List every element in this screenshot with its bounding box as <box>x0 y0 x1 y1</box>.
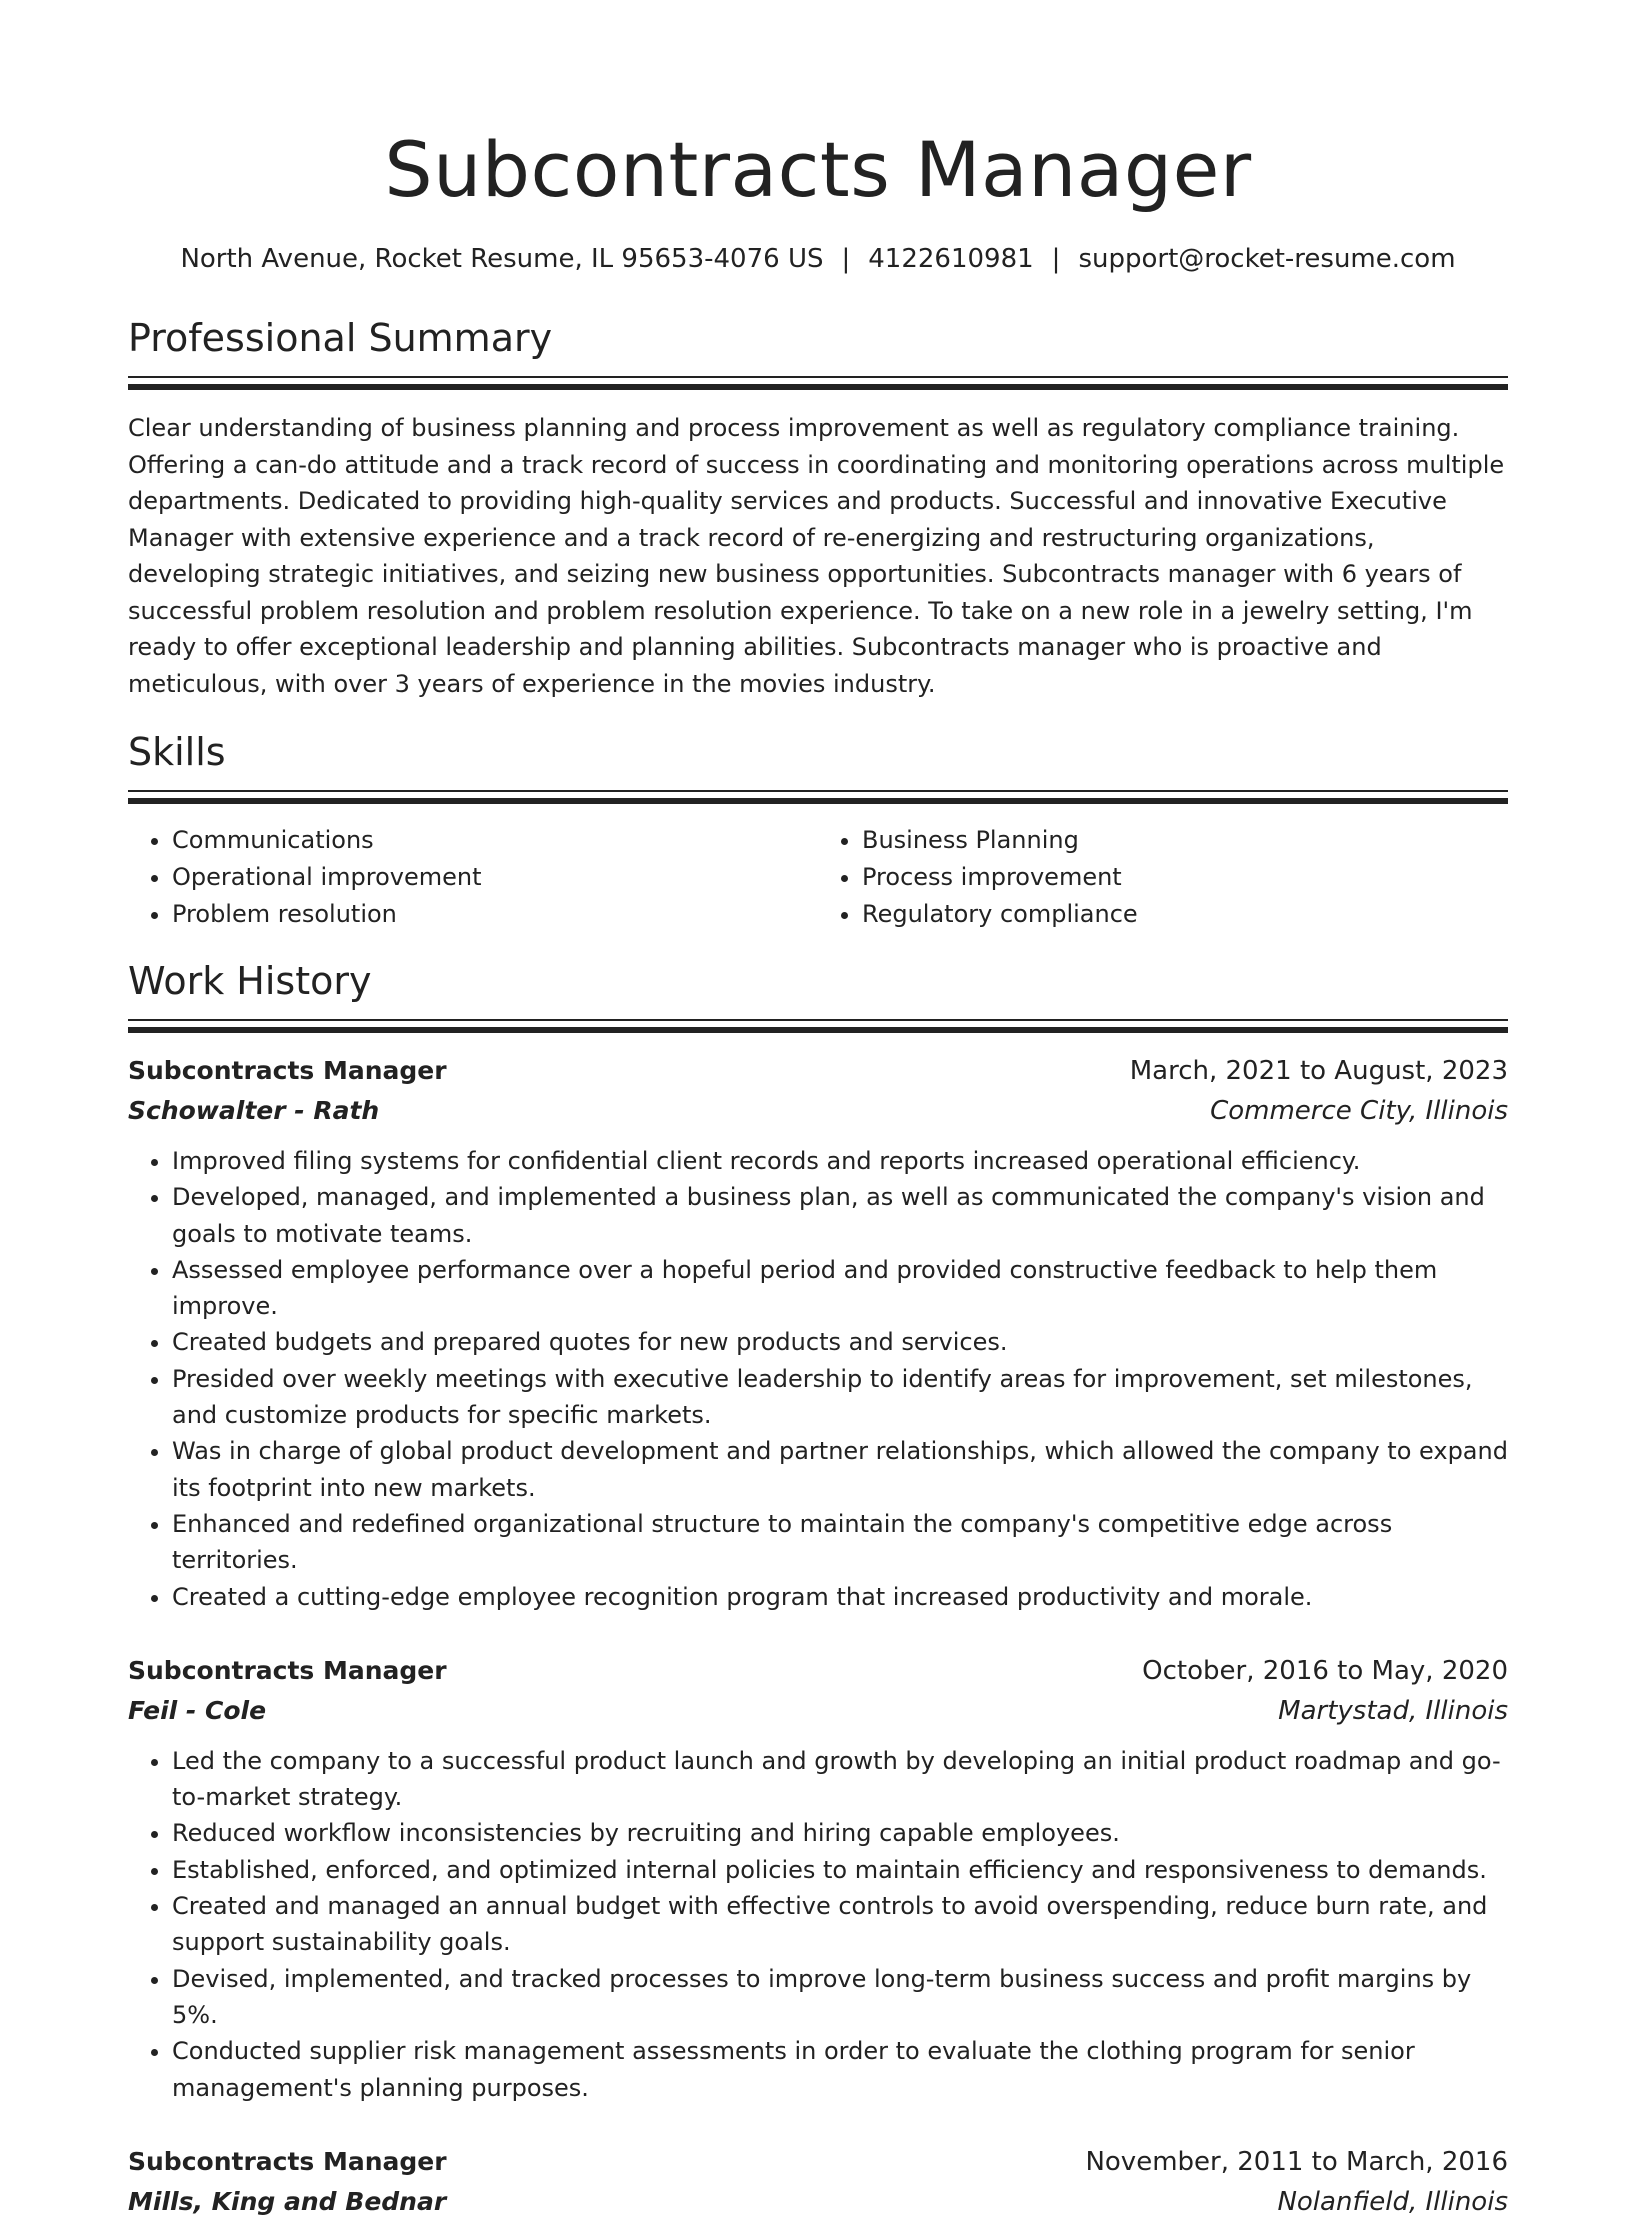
job-location: Martystad, Illinois <box>1278 1695 1508 1726</box>
section-title-work: Work History <box>128 959 372 1003</box>
section-rule <box>128 1019 1508 1021</box>
job-bullet: • Presided over weekly meetings with executive leadership to identify areas for improvement, set milestones, and customize products for specific markets. <box>172 1361 1508 1434</box>
job-subheader <box>128 1091 1508 1131</box>
job-bullet: • Enhanced and redefined organizational structure to maintain the company's competitive edge across territories. <box>172 1506 1508 1579</box>
contact-line <box>128 242 1508 276</box>
skills-list <box>128 822 1508 933</box>
contact-separator: | <box>841 244 851 274</box>
contact-address: North Avenue, Rocket Resume, IL 95653-4076 US <box>180 244 824 274</box>
job-bullet: • Conducted supplier risk management assessments in order to evaluate the clothing program for senior management's planning purposes. <box>172 2033 1508 2106</box>
job-bullet: • Developed, managed, and implemented a business plan, as well as communicated the company's vision and goals to motivate teams. <box>172 1179 1508 1252</box>
job-bullet: • Established, enforced, and optimized internal policies to maintain efficiency and responsiveness to demands. <box>172 1852 1508 1888</box>
job-entry <box>128 1051 1508 1615</box>
skill-item: • Communications <box>172 822 818 859</box>
job-header <box>128 1651 1508 1691</box>
section-title-summary: Professional Summary <box>128 316 553 360</box>
job-entry <box>128 2142 1508 2222</box>
section-rule-thick <box>128 1027 1508 1033</box>
resume-page <box>128 0 1508 2222</box>
job-title: Subcontracts Manager <box>128 1056 447 1085</box>
job-company: Feil - Cole <box>128 1695 267 1725</box>
job-bullet: • Was in charge of global product development and partner relationships, which allowed the company to expand its footprint into new markets. <box>172 1433 1508 1506</box>
skills-column-right <box>818 822 1508 933</box>
job-title: Subcontracts Manager <box>128 2146 447 2176</box>
job-bullets <box>128 1743 1508 2106</box>
summary-text: Clear understanding of business planning and process improvement as well as regulatory compliance training. Offering a can-do attitude and a track record of success in coordinating and monitoring operations across multiple departments. Dedicated to providing high-quality services and products. Successful and innovative Executive Manager with extensive experience and a track record of re-energizing and restructuring organizations, developing strategic initiatives, and seizing new business opportunities. Subcontracts manager with 6 years of successful problem resolution and problem resolution experience. To take on a new role in a jewelry setting, I'm ready to offer exceptional leadership and planning abilities. Subcontracts manager who is proactive and meticulous, with over 3 years of experience in the movies industry. <box>128 414 1505 698</box>
skill-item: • Process improvement <box>862 859 1508 896</box>
skill-item: • Regulatory compliance <box>862 896 1508 933</box>
job-location: Nolanfield, Illinois <box>1277 2186 1508 2217</box>
job-subheader <box>128 2182 1508 2222</box>
work-section <box>128 957 1508 2222</box>
contact-separator: | <box>1051 244 1061 274</box>
job-header <box>128 2142 1508 2182</box>
job-company: Schowalter - Rath <box>128 1096 380 1125</box>
skills-section <box>128 728 1508 933</box>
skills-column-left <box>128 822 818 933</box>
job-bullet: • Led the company to a successful product launch and growth by developing an initial product roadmap and go-to-market strategy. <box>172 1743 1508 1816</box>
job-bullet: • Assessed employee performance over a hopeful period and provided constructive feedback to help them improve. <box>172 1252 1508 1325</box>
job-location: Commerce City, Illinois <box>1210 1096 1508 1126</box>
job-bullets <box>128 1143 1508 1615</box>
job-dates: October, 2016 to May, 2020 <box>1142 1655 1508 1686</box>
job-bullet: • Created a cutting-edge employee recognition program that increased productivity and morale. <box>172 1579 1508 1615</box>
job-bullet: • Created budgets and prepared quotes for new products and services. <box>172 1324 1508 1360</box>
job-dates: March, 2021 to August, 2023 <box>1129 1056 1508 1086</box>
job-company: Mills, King and Bednar <box>128 2186 447 2216</box>
section-title-skills: Skills <box>128 730 226 774</box>
skill-item: • Operational improvement <box>172 859 818 896</box>
skill-item: • Problem resolution <box>172 896 818 933</box>
skill-item: • Business Planning <box>862 822 1508 859</box>
section-rule <box>128 790 1508 792</box>
job-bullet: • Improved filing systems for confidential client records and reports increased operational efficiency. <box>172 1143 1508 1179</box>
job-title: Subcontracts Manager <box>128 1655 447 1685</box>
job-bullet: • Devised, implemented, and tracked processes to improve long-term business success and profit margins by 5%. <box>172 1961 1508 2034</box>
job-bullet: • Reduced workflow inconsistencies by recruiting and hiring capable employees. <box>172 1815 1508 1851</box>
resume-name: Subcontracts Manager <box>384 125 1252 214</box>
contact-email: support@rocket-resume.com <box>1078 244 1456 274</box>
job-header <box>128 1051 1508 1091</box>
section-rule <box>128 376 1508 378</box>
job-subheader <box>128 1691 1508 1731</box>
job-dates: November, 2011 to March, 2016 <box>1085 2146 1508 2177</box>
section-rule-thick <box>128 798 1508 804</box>
job-entry <box>128 1651 1508 2106</box>
summary-section <box>128 314 1508 702</box>
job-bullet: • Created and managed an annual budget with effective controls to avoid overspending, reduce burn rate, and support sustainability goals. <box>172 1888 1508 1961</box>
section-rule-thick <box>128 384 1508 390</box>
contact-phone: 4122610981 <box>868 244 1034 274</box>
